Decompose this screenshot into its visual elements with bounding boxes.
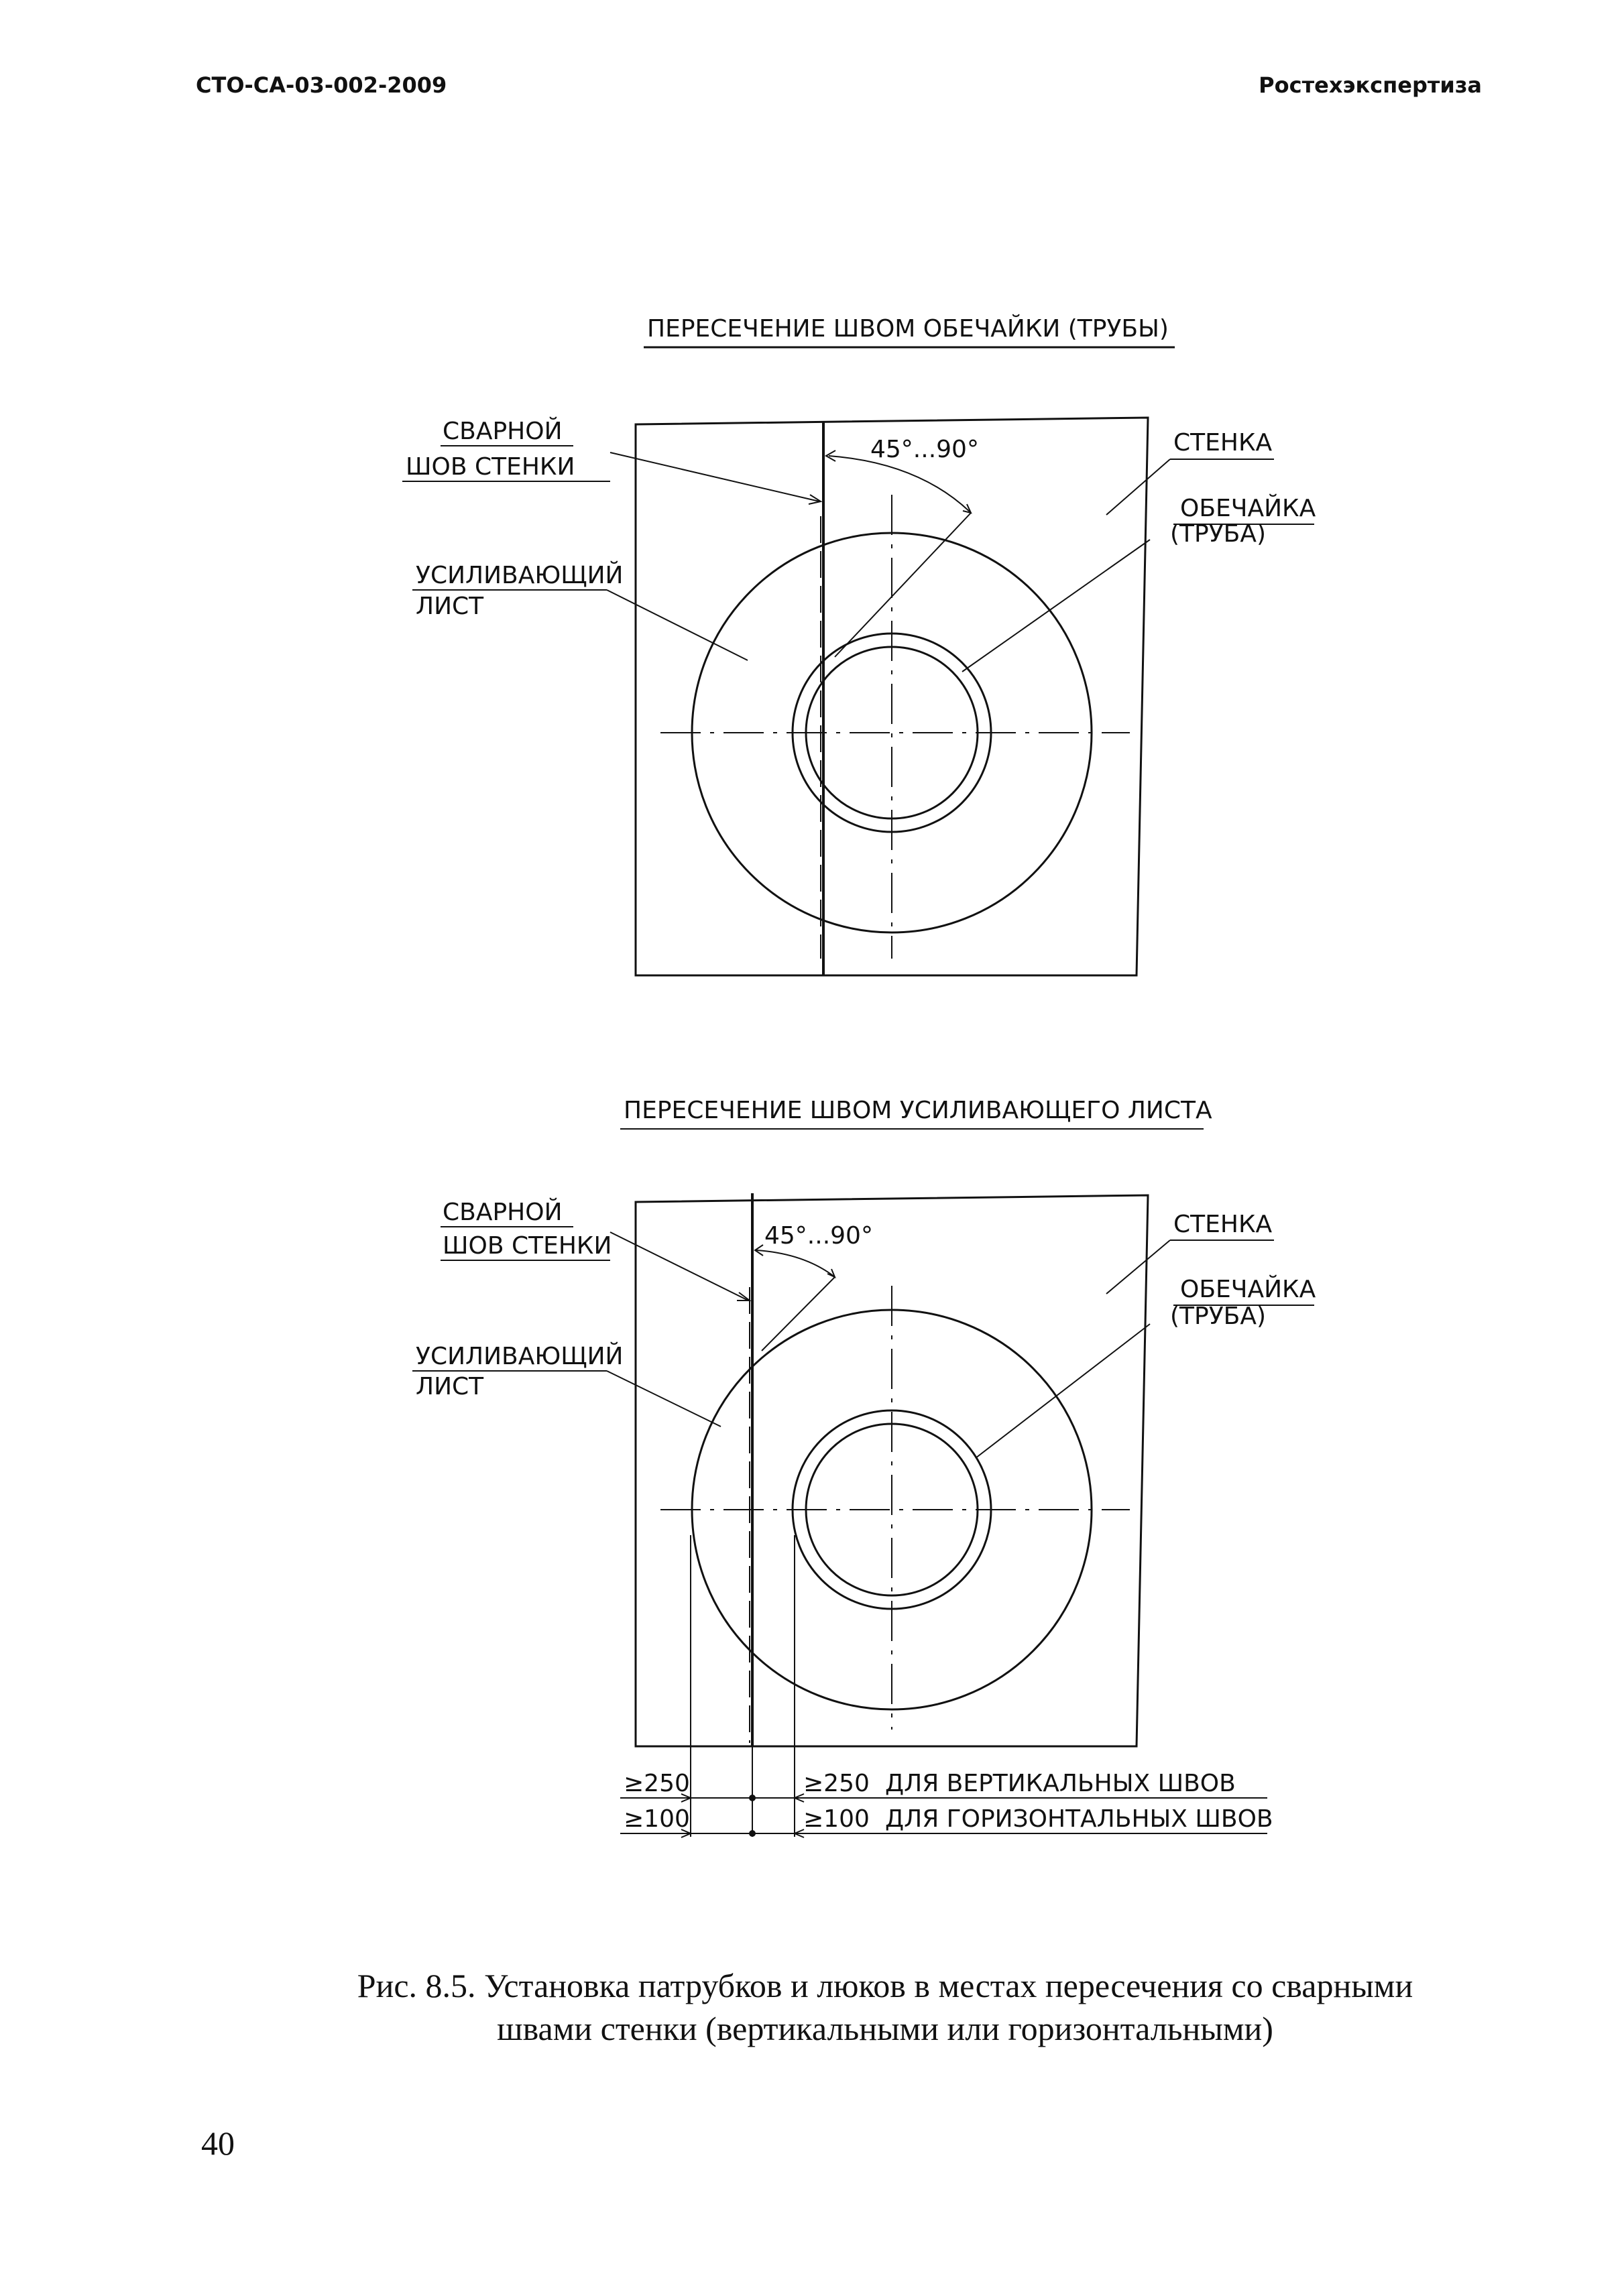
page-number: 40 — [201, 2124, 235, 2162]
figure-caption-line1: Рис. 8.5. Установка патрубков и люков в местах пересечения со сварными — [357, 1967, 1413, 2004]
figure1-weld-leader — [610, 452, 819, 501]
figure2-note-horizontal: ДЛЯ ГОРИЗОНТАЛЬНЫХ ШВОВ — [885, 1805, 1273, 1833]
figure1-drawing — [402, 314, 1316, 975]
figure2-dim-right-2: ≥100 — [803, 1805, 870, 1833]
figure1-weld-label-2: ШОВ СТЕНКИ — [406, 453, 575, 481]
figure1-reinf-label-1: УСИЛИВАЮЩИЙ — [416, 562, 624, 589]
publisher-name: Ростехэкспертиза — [1259, 72, 1482, 98]
figure2-weld-leader — [610, 1232, 748, 1301]
figure2-angle-line — [762, 1277, 835, 1351]
figure2-reinf-leader — [607, 1371, 721, 1427]
figure2-dim-left-1: ≥250 — [624, 1770, 690, 1797]
figure2-wall-plate — [636, 1195, 1148, 1746]
figure2-wall-leader — [1106, 1240, 1170, 1294]
figure1-weld-label-1: СВАРНОЙ — [443, 418, 563, 445]
figure2-title: ПЕРЕСЕЧЕНИЕ ШВОМ УСИЛИВАЮЩЕГО ЛИСТА — [624, 1097, 1212, 1124]
figure1-angle-line — [835, 513, 971, 657]
figure-caption — [315, 1964, 1455, 2050]
figure1-shell-label-2: (ТРУБА) — [1170, 520, 1267, 548]
figure1-angle-label: 45°...90° — [870, 436, 979, 463]
figure1-shell-label-1: ОБЕЧАЙКА — [1180, 495, 1316, 522]
figure2-shell-leader — [976, 1324, 1150, 1458]
figure1-reinf-leader — [607, 590, 748, 660]
document-code: СТО-СА-03-002-2009 — [196, 72, 447, 98]
figure2-drawing — [412, 1097, 1316, 1837]
figure2-reinf-label-1: УСИЛИВАЮЩИЙ — [416, 1343, 624, 1370]
figure2-weld-label-1: СВАРНОЙ — [443, 1199, 563, 1226]
figure2-note-vertical: ДЛЯ ВЕРТИКАЛЬНЫХ ШВОВ — [885, 1770, 1236, 1797]
figure2-reinf-label-2: ЛИСТ — [416, 1373, 484, 1400]
figure2-dim-left-2: ≥100 — [624, 1805, 690, 1833]
figure-caption-line2: швами стенки (вертикальными или горизонтальными) — [497, 2010, 1273, 2047]
figure2-shell-label-2: (ТРУБА) — [1170, 1303, 1267, 1330]
figure1-wall-label: СТЕНКА — [1173, 429, 1273, 457]
figure1-angle-arc — [829, 456, 971, 513]
figure2-angle-label: 45°...90° — [764, 1222, 873, 1250]
figure2-angle-arc — [756, 1250, 835, 1277]
figure1-title: ПЕРЕСЕЧЕНИЕ ШВОМ ОБЕЧАЙКИ (ТРУБЫ) — [647, 315, 1169, 343]
figure2-dim-right-1: ≥250 — [803, 1770, 870, 1797]
figure2-shell-label-1: ОБЕЧАЙКА — [1180, 1276, 1316, 1303]
figure2-wall-label: СТЕНКА — [1173, 1211, 1273, 1238]
figure2-weld-label-2: ШОВ СТЕНКИ — [443, 1232, 612, 1260]
figure1-wall-leader — [1106, 459, 1170, 515]
figure1-reinf-label-2: ЛИСТ — [416, 593, 484, 620]
